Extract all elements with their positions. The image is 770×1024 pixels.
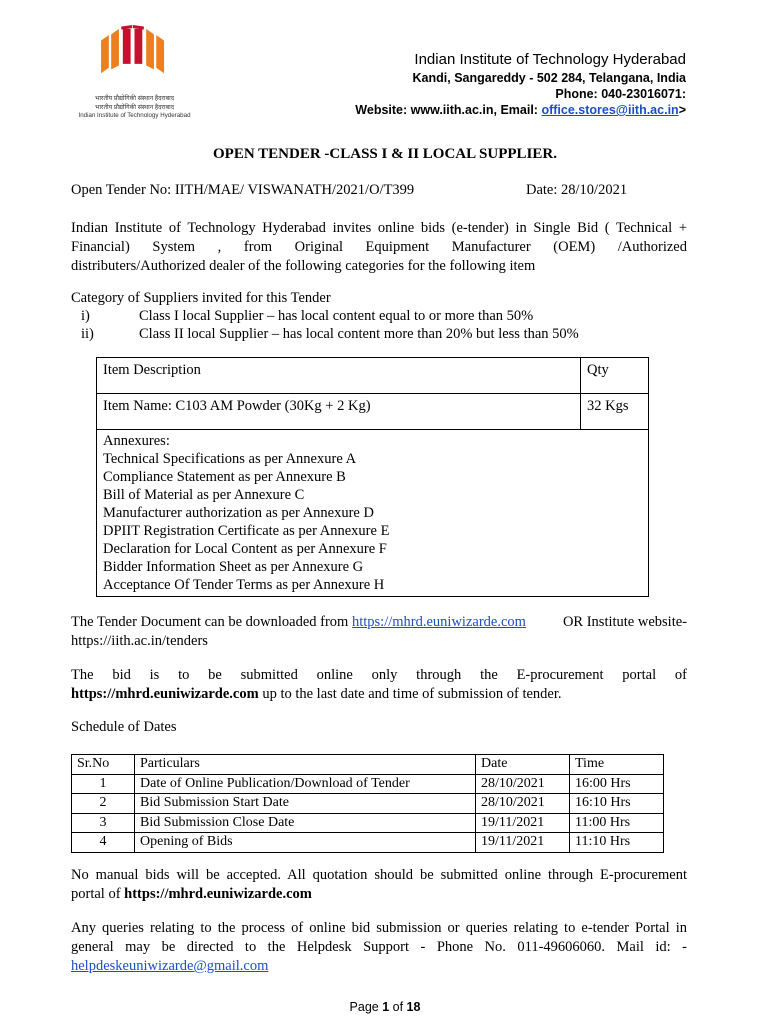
queries-line-1: Any queries relating to the process of online bid submission or queries relating to e-tender Portal in xyxy=(71,920,687,936)
submission-paragraph xyxy=(71,666,687,704)
category-number: i) xyxy=(81,308,90,324)
schedule-date: 19/11/2021 xyxy=(476,833,570,853)
institute-name: Indian Institute of Technology Hyderabad xyxy=(414,51,686,68)
download-paragraph xyxy=(71,613,687,651)
schedule-srno: 2 xyxy=(72,794,135,814)
footer-of: of xyxy=(389,1000,407,1014)
download-prefix: The Tender Document can be downloaded from xyxy=(71,614,352,630)
item-qty: 32 Kgs xyxy=(581,394,649,430)
header-item-description: Item Description xyxy=(97,358,581,394)
categories-heading: Category of Suppliers invited for this Tender xyxy=(71,290,331,306)
category-item xyxy=(71,325,691,343)
annexures-heading: Annexures: xyxy=(103,433,170,449)
schedule-date: 28/10/2021 xyxy=(476,774,570,794)
logo-caption: भारतीय प्रौद्योगिकी संस्थान हैदराबाद भारतीय प्रौद्योगिकी संस्थान हैदराबाद Indian Institute of Technology Hyderabad xyxy=(78,95,191,119)
annexure-item: Bidder Information Sheet as per Annexure G xyxy=(103,559,364,575)
schedule-table xyxy=(71,754,664,853)
schedule-date: 19/11/2021 xyxy=(476,813,570,833)
download-suffix: OR Institute website- xyxy=(562,614,687,630)
download-line-1 xyxy=(71,613,687,632)
annexures-cell xyxy=(97,430,649,597)
schedule-srno: 1 xyxy=(72,774,135,794)
institute-address: Kandi, Sangareddy - 502 284, Telangana, India xyxy=(412,71,686,85)
schedule-time: 11:00 Hrs xyxy=(570,813,664,833)
schedule-col-date: Date xyxy=(476,755,570,775)
office-email-link[interactable]: office.stores@iith.ac.in xyxy=(541,103,679,117)
annexure-item: Technical Specifications as per Annexure A xyxy=(103,451,357,467)
intro-line-2: Financial) System , from Original Equipment Manufacturer (OEM) /Authorized xyxy=(71,239,687,255)
schedule-col-srno: Sr.No xyxy=(72,755,135,775)
institute-website xyxy=(355,103,686,117)
tender-number: Open Tender No: IITH/MAE/ VISWANATH/2021/O/T399 xyxy=(71,182,415,198)
intro-paragraph xyxy=(71,219,687,276)
tender-date: Date: 28/10/2021 xyxy=(526,182,628,198)
schedule-row xyxy=(72,774,664,794)
download-text xyxy=(71,613,526,632)
schedule-particular: Date of Online Publication/Download of Tender xyxy=(135,774,476,794)
schedule-row xyxy=(72,813,664,833)
manual-prefix: portal of xyxy=(71,886,125,902)
queries-paragraph xyxy=(71,919,687,976)
manual-portal-url: https://mhrd.euniwizarde.com xyxy=(124,886,312,902)
schedule-srno: 3 xyxy=(72,813,135,833)
queries-line-2: general may be directed to the Helpdesk Support - Phone No. 011-49606060. Mail id: - xyxy=(71,939,687,955)
annexure-item: Bill of Material as per Annexure C xyxy=(103,487,305,503)
submission-line-1: The bid is to be submitted online only through the E-procurement portal of xyxy=(71,667,687,683)
iith-logo xyxy=(62,25,207,95)
helpdesk-email-link[interactable]: helpdeskeuniwizarde@gmail.com xyxy=(71,958,269,974)
schedule-date: 28/10/2021 xyxy=(476,794,570,814)
schedule-time: 11:10 Hrs xyxy=(570,833,664,853)
submission-line-2 xyxy=(71,685,687,704)
annexure-item: Compliance Statement as per Annexure B xyxy=(103,469,346,485)
schedule-col-particulars: Particulars xyxy=(135,755,476,775)
euniwizarde-link[interactable]: https://mhrd.euniwizarde.com xyxy=(351,614,526,630)
manual-line-1: No manual bids will be accepted. All quotation should be submitted online through E-procurement xyxy=(71,867,687,883)
supplier-categories xyxy=(71,289,691,343)
category-text: Class I local Supplier – has local content equal to or more than 50% xyxy=(139,308,534,324)
manual-line-2 xyxy=(71,885,687,904)
schedule-srno: 4 xyxy=(72,833,135,853)
annexure-item: Declaration for Local Content as per Annexure F xyxy=(103,541,387,557)
item-name: Item Name: C103 AM Powder (30Kg + 2 Kg) xyxy=(97,394,581,430)
header-qty: Qty xyxy=(581,358,649,394)
schedule-time: 16:10 Hrs xyxy=(570,794,664,814)
intro-line-1: Indian Institute of Technology Hyderabad invites online bids (e-tender) in Single Bid ( Technical + xyxy=(71,220,687,236)
category-item xyxy=(71,307,691,325)
schedule-heading: Schedule of Dates xyxy=(71,719,177,735)
intro-line-3: distributers/Authorized dealer of the following categories for the following item xyxy=(71,258,536,274)
annexure-item: Manufacturer authorization as per Annexure D xyxy=(103,505,374,521)
institute-tenders-url: https://iith.ac.in/tenders xyxy=(71,633,208,649)
website-label: Website: www.iith.ac.in, Email: xyxy=(355,103,542,117)
schedule-col-time: Time xyxy=(570,755,664,775)
manual-bids-paragraph xyxy=(71,866,687,904)
document-title: OPEN TENDER -CLASS I & II LOCAL SUPPLIER. xyxy=(213,146,557,162)
footer-page-label: Page xyxy=(349,1000,383,1014)
schedule-time: 16:00 Hrs xyxy=(570,774,664,794)
item-table xyxy=(96,357,649,597)
annexure-item: Acceptance Of Tender Terms as per Annexure H xyxy=(103,577,385,593)
page-footer xyxy=(0,1000,770,1014)
schedule-particular: Bid Submission Start Date xyxy=(135,794,476,814)
schedule-row xyxy=(72,794,664,814)
current-page: 1 xyxy=(382,1000,390,1014)
schedule-row xyxy=(72,833,664,853)
total-pages: 18 xyxy=(406,1000,421,1014)
submission-portal-url: https://mhrd.euniwizarde.com xyxy=(71,686,259,702)
schedule-particular: Bid Submission Close Date xyxy=(135,813,476,833)
annexure-item: DPIIT Registration Certificate as per Annexure E xyxy=(103,523,390,539)
schedule-particular: Opening of Bids xyxy=(135,833,476,853)
institute-phone: Phone: 040-23016071: xyxy=(555,87,686,101)
category-number: ii) xyxy=(81,326,94,342)
website-suffix: > xyxy=(678,103,686,117)
category-text: Class II local Supplier – has local content more than 20% but less than 50% xyxy=(139,326,579,342)
submission-suffix: up to the last date and time of submission of tender. xyxy=(258,686,562,702)
